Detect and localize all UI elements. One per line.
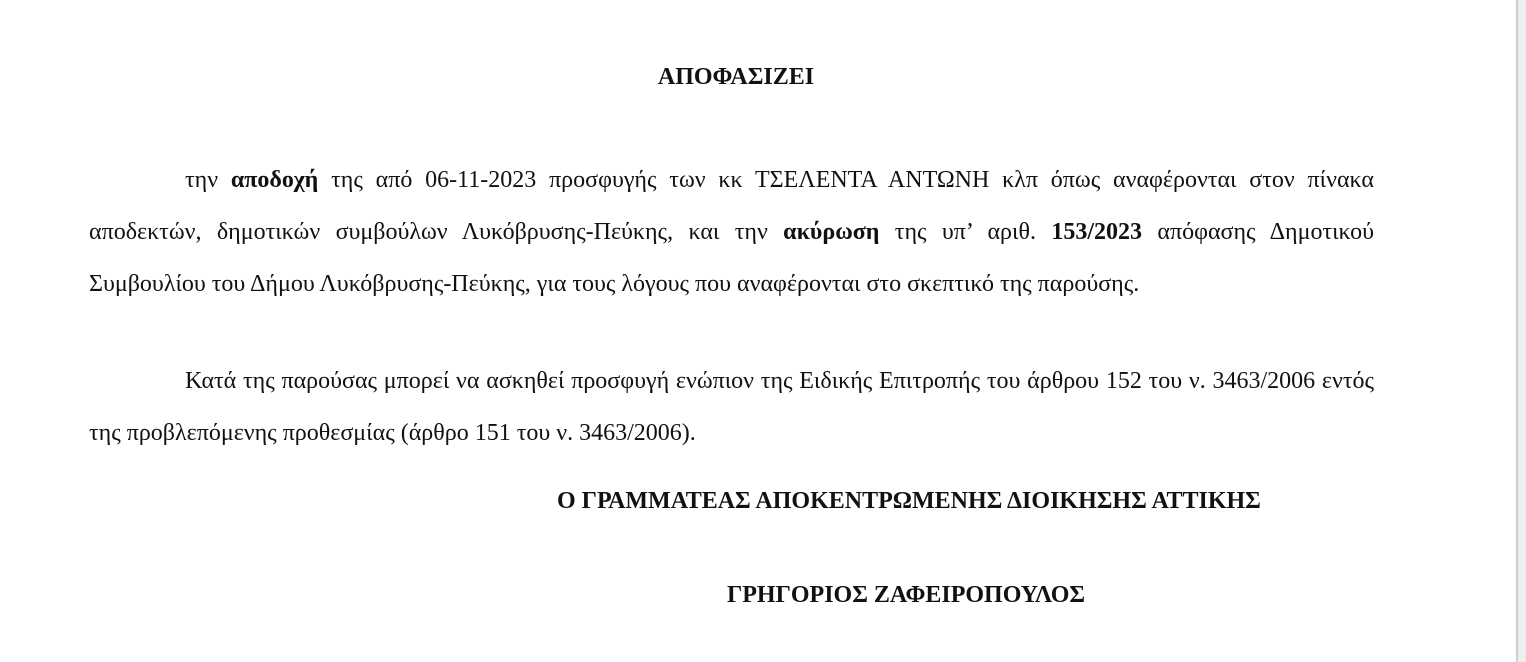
decision-paragraph-text [89, 154, 1374, 310]
decision-paragraph [89, 154, 1374, 310]
signatory-name: ΓΡΗΓΟΡΙΟΣ ΖΑΦΕΙΡΟΠΟΥΛΟΣ [727, 582, 1086, 608]
signatory-title: Ο ΓΡΑΜΜΑΤΕΑΣ ΑΠΟΚΕΝΤΡΩΜΕΝΗΣ ΔΙΟΙΚΗΣΗΣ ΑΤΤΙΚΗΣ [557, 488, 1261, 514]
bold-annulment: ακύρωση [783, 219, 880, 245]
text-run: την [185, 167, 231, 193]
text-run: απόφασης Δημοτικού Συμβουλίου του Δήμου Λυκόβρυσης-Πεύκης, για τους λόγους που αναφέρονται στο σκεπτικό της παρούσης. [89, 219, 1374, 297]
text-run: της από 06-11-2023 προσφυγής των κκ ΤΣΕΛΕΝΤΑ ΑΝΤΩΝΗ κλπ όπως αναφέρονται στον πίνακα αποδεκτών, δημοτικών συμβούλων Λυκόβρυσης-Πεύκης, και την [89, 167, 1375, 245]
appeal-paragraph [89, 355, 1374, 459]
bold-decision-number: 153/2023 [1051, 219, 1143, 245]
bold-acceptance: αποδοχή [230, 167, 319, 193]
decision-heading: ΑΠΟΦΑΣΙΖΕΙ [657, 64, 815, 90]
window-background [1518, 0, 1526, 662]
text-run: της υπ’ αριθ. [879, 219, 1052, 245]
appeal-paragraph-text: Κατά της παρούσας μπορεί να ασκηθεί προσφυγή ενώπιον της Ειδικής Επιτροπής του άρθρου 152 του ν. 3463/2006 εντός της προβλεπόμενης προθεσμίας (άρθρο 151 του ν. 3463/2006). [89, 368, 1374, 446]
